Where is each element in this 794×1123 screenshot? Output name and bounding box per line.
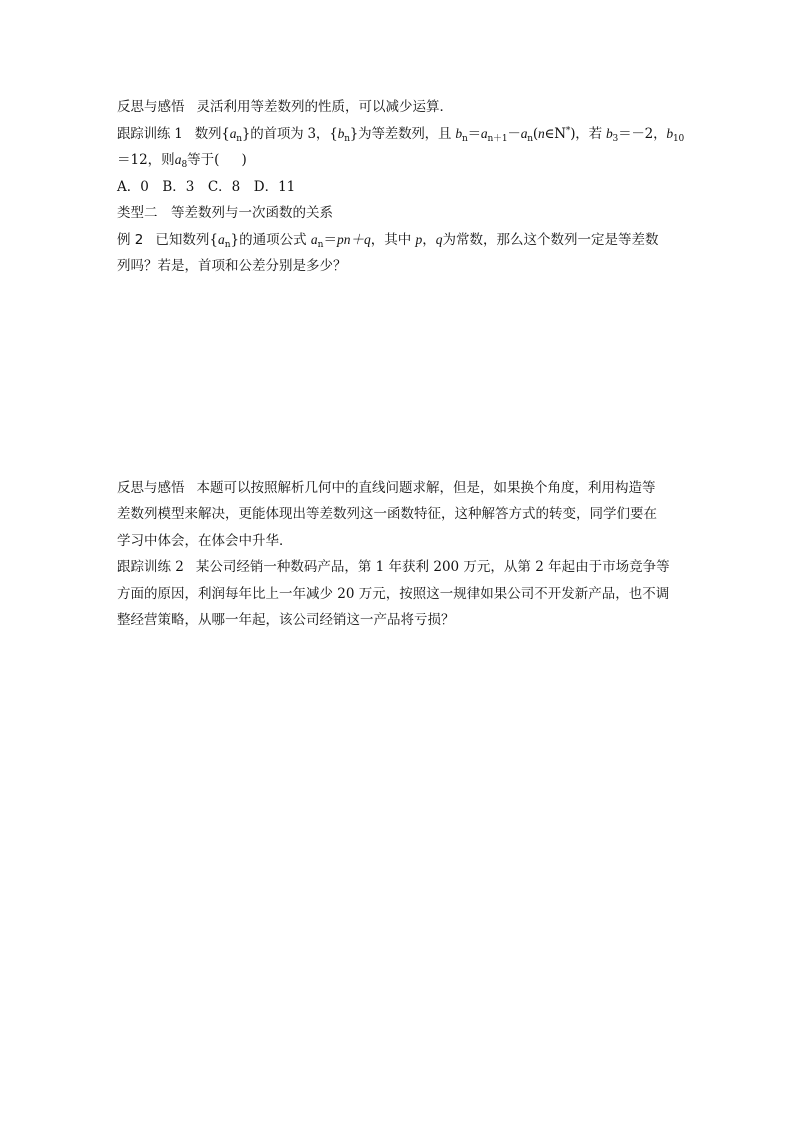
math-op: －	[507, 125, 521, 142]
exercise-2-line-3: 整经营策略，从哪一年起，该公司经销这一产品将亏损？	[117, 612, 455, 628]
exercise-1-options: A．0 B．3 C．8 D．11	[117, 178, 296, 195]
reflection-2-line-3: 学习中体会，在体会中升华．	[117, 532, 293, 549]
math-op: ＝	[467, 125, 481, 142]
exercise-1-text: }为等差数列，且	[349, 125, 452, 142]
math-var: a	[174, 152, 182, 167]
exercise-1-text: ∈N	[544, 125, 566, 142]
math-sub: n	[224, 239, 231, 250]
exercise-1-label: 跟踪训练 1	[117, 125, 183, 142]
exercise-1-text: ＝12，则	[117, 152, 175, 168]
math-var: a	[520, 125, 528, 141]
math-var: b	[666, 125, 673, 141]
math-sup: *	[565, 125, 571, 136]
example-2-label: 例 2	[117, 231, 144, 248]
example-2-text: }的通项公式	[230, 231, 307, 248]
math-var: b	[605, 125, 613, 141]
math-var: n	[537, 125, 545, 141]
exercise-1-line-2	[117, 147, 683, 174]
math-sub: n	[317, 239, 324, 250]
exercise-2-label: 跟踪训练 2	[117, 559, 184, 575]
math-op: ＝	[323, 231, 337, 248]
math-var: q	[435, 231, 443, 247]
example-2-text: ，其中	[370, 231, 412, 248]
example-2-text: 为常数，那么这个数列一定是等差数	[442, 231, 659, 248]
reflection-2-text: 本题可以按照解析几何中的直线问题求解，但是，如果换个角度，利用构造等	[196, 479, 656, 496]
math-sub: n	[527, 133, 533, 144]
reflection-1-label: 反思与感悟	[117, 99, 185, 115]
exercise-1-text: ＝－2，	[618, 125, 667, 142]
content-area	[117, 94, 683, 634]
math-var: p	[415, 231, 423, 247]
math-var: b	[455, 125, 462, 141]
exercise-1-line-1	[117, 121, 683, 148]
exercise-2-line-1	[117, 554, 683, 581]
reflection-2-label: 反思与感悟	[117, 479, 185, 496]
example-2-line-1	[117, 227, 683, 254]
math-sub: n	[461, 133, 468, 144]
math-var: a	[310, 231, 318, 247]
math-sub: 10	[672, 133, 684, 144]
exercise-1-text: 数列{	[194, 125, 230, 142]
answer-space	[117, 280, 683, 475]
exercise-1-text: )	[241, 152, 247, 168]
math-var: pn	[336, 231, 351, 247]
math-sub: 8	[181, 160, 188, 170]
section-2-title: 类型二 等差数列与一次函数的关系	[117, 205, 333, 221]
math-var: ＋q	[350, 231, 371, 247]
reflection-2-line-2: 差数列模型来解决，更能体现出等差数列这一函数特征，这种解答方式的转变，同学们要在	[117, 506, 657, 522]
exercise-1-text: )，若	[570, 125, 602, 142]
reflection-1-text: 灵活利用等差数列的性质，可以减少运算．	[196, 99, 453, 115]
example-2-text: ，	[422, 231, 436, 248]
math-var: b	[337, 125, 345, 141]
exercise-1-text: (	[532, 125, 538, 142]
math-var: a	[480, 125, 488, 141]
math-sub: n	[344, 133, 350, 144]
exercise-2-text: 某公司经销一种数码产品，第 1 年获利 200 万元，从第 2 年起由于市场竞争等	[195, 559, 670, 575]
math-var: a	[217, 231, 225, 247]
reflection-1	[117, 94, 683, 121]
exercise-1-text: }的首项为 3，{	[241, 125, 338, 142]
math-sub: n	[236, 133, 242, 144]
math-sub: n＋1	[487, 133, 508, 144]
exercise-2-line-2: 方面的原因，利润每年比上一年减少 20 万元，按照这一规律如果公司不开发新产品，也不调	[117, 585, 670, 602]
math-var: a	[229, 125, 237, 141]
example-2-line-2: 列吗？若是，首项和公差分别是多少？	[117, 258, 347, 274]
example-2-text: 已知数列{	[155, 231, 218, 248]
math-sub: 3	[612, 133, 619, 144]
reflection-2-line-1	[117, 475, 683, 502]
exercise-1-text: 等于(	[187, 152, 220, 168]
